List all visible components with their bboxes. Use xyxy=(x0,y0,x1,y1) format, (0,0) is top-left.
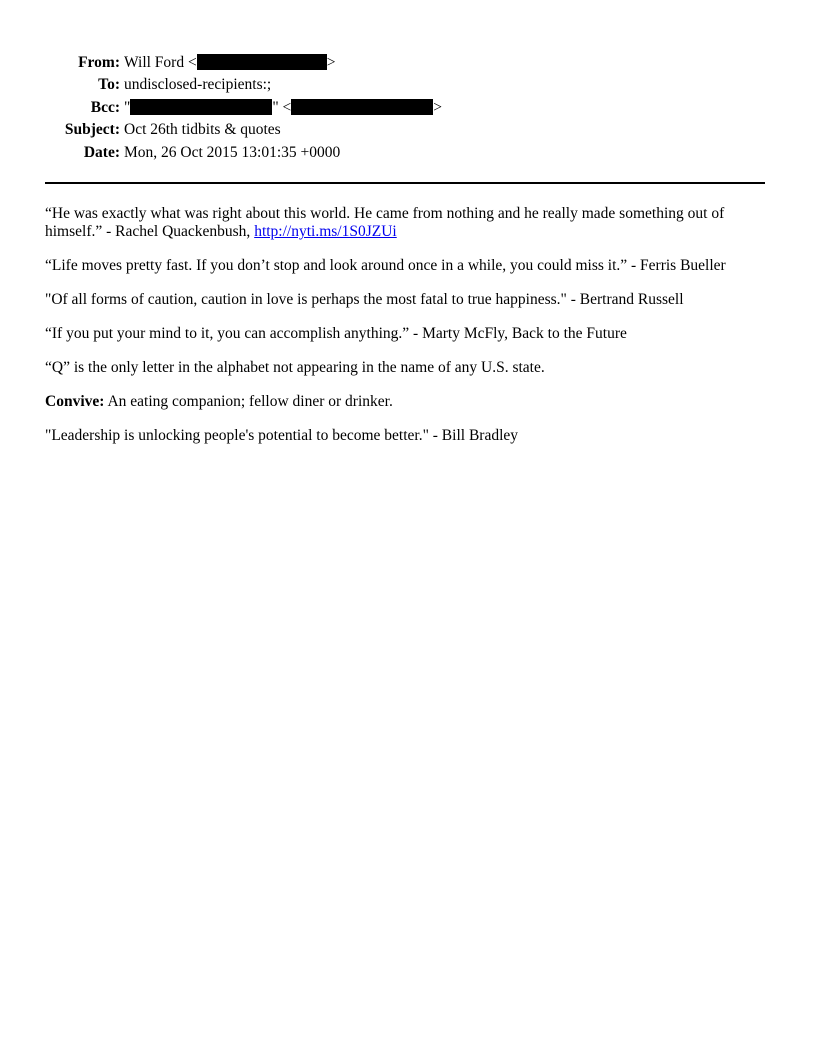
subject-value: Oct 26th tidbits & quotes xyxy=(124,121,281,139)
date-label: Date: xyxy=(83,143,120,161)
quote-quackenbush xyxy=(45,205,767,241)
redacted-from-email xyxy=(197,54,327,70)
quote-quackenbush-text: “He was exactly what was right about this world. He came from nothing and he really made something out of himself.” - Rachel Quackenbush, xyxy=(45,205,725,240)
bcc-row xyxy=(0,97,816,119)
nyti-link[interactable]: http://nyti.ms/1S0JZUi xyxy=(254,223,397,240)
subject-label: Subject: xyxy=(64,121,120,139)
bcc-value xyxy=(124,97,442,119)
word-term: Convive: xyxy=(45,393,105,410)
quote-russell: "Of all forms of caution, caution in love is perhaps the most fatal to true happiness." - Bertrand Russell xyxy=(45,291,684,308)
date-row xyxy=(0,142,816,164)
from-value xyxy=(124,52,335,74)
from-close: > xyxy=(326,54,336,71)
from-label: From: xyxy=(78,54,120,71)
to-value: undisclosed-recipients:; xyxy=(124,76,272,94)
fact-letter-q: “Q” is the only letter in the alphabet not appearing in the name of any U.S. state. xyxy=(45,359,545,376)
word-of-day xyxy=(45,393,767,411)
to-label: To: xyxy=(98,76,120,94)
email-body xyxy=(45,205,767,461)
bcc-label: Bcc: xyxy=(90,98,120,116)
subject-row xyxy=(0,119,816,141)
from-row xyxy=(0,52,816,74)
bcc-open: " xyxy=(124,98,131,116)
email-header xyxy=(0,52,816,164)
header-divider xyxy=(45,182,765,184)
to-row xyxy=(0,74,816,96)
date-value: Mon, 26 Oct 2015 13:01:35 +0000 xyxy=(124,143,341,161)
quote-bradley: "Leadership is unlocking people's potential to become better." - Bill Bradley xyxy=(45,427,519,444)
quote-mcfly: “If you put your mind to it, you can accomplish anything.” - Marty McFly, Back to the Future xyxy=(45,325,627,342)
from-name: Will Ford < xyxy=(124,54,197,71)
redacted-bcc-email xyxy=(291,99,433,115)
redacted-bcc-name xyxy=(130,99,272,115)
quote-bueller: “Life moves pretty fast. If you don’t stop and look around once in a while, you could miss it.” - Ferris Bueller xyxy=(45,257,726,274)
bcc-close: > xyxy=(433,98,443,116)
word-definition: An eating companion; fellow diner or drinker. xyxy=(104,393,393,410)
bcc-mid: " < xyxy=(272,98,292,116)
